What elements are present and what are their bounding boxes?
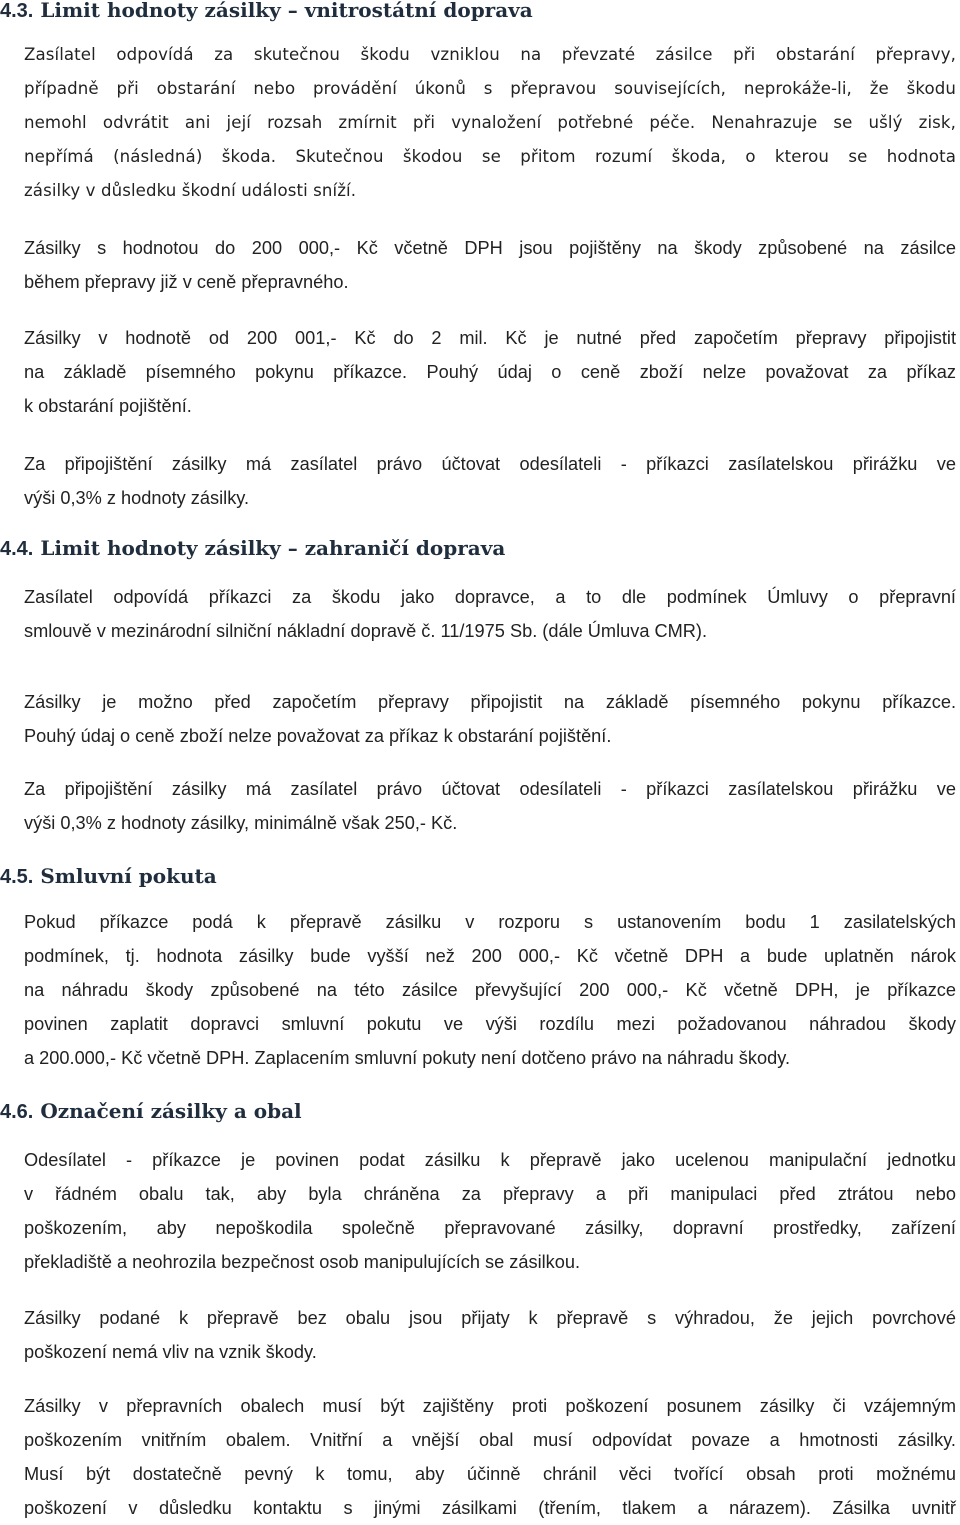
text-line: podmínek, tj. hodnota zásilky bude vyšší než 200 000,- Kč včetně DPH a bude uplatněn nárok <box>24 946 956 966</box>
text-line: poškození v důsledku kontaktu s jinými zásilkami (třením, tlakem a nárazem). Zásilka uvnitř <box>24 1498 956 1518</box>
text-line: poškozením, aby nepoškodila společně přepravované zásilky, dopravní prostředky, zařízení <box>24 1218 956 1238</box>
paragraph <box>24 772 956 840</box>
text-line: Zásilky v hodnotě od 200 001,- Kč do 2 mil. Kč je nutné před započetím přepravy připojistit <box>24 328 956 348</box>
section-title: Limit hodnoty zásilky – zahraničí doprava <box>40 536 506 560</box>
text-line: Pouhý údaj o ceně zboží nelze považovat za příkaz k obstarání pojištění. <box>24 726 612 746</box>
paragraph <box>24 1301 956 1369</box>
section-title: Označení zásilky a obal <box>40 1099 302 1123</box>
section-title: Limit hodnoty zásilky – vnitrostátní doprava <box>40 0 533 22</box>
text-line: překladiště a neohrozila bezpečnost osob manipulujících se zásilkou. <box>24 1252 581 1272</box>
text-line: smlouvě v mezinárodní silniční nákladní dopravě č. 11/1975 Sb. (dále Úmluva CMR). <box>24 621 708 641</box>
text-line: Zasílatel odpovídá příkazci za škodu jako dopravce, a to dle podmínek Úmluvy o přepravní <box>24 587 956 607</box>
text-line: Odesílatel - příkazce je povinen podat zásilku k přepravě jako ucelenou manipulační jednotku <box>24 1150 956 1170</box>
text-line: zásilky v důsledku škodní události sníží. <box>24 181 357 200</box>
paragraph <box>24 905 956 1075</box>
text-line: poškozením vnitřním obalem. Vnitřní a vnější obal musí odpovídat povaze a hmotnosti zásilky. <box>24 1430 956 1450</box>
text-line: v řádném obalu tak, aby byla chráněna za přepravy a při manipulaci před ztrátou nebo <box>24 1184 956 1204</box>
text-line: k obstarání pojištění. <box>24 396 192 416</box>
section-number: 4.5. <box>0 866 34 888</box>
text-line: nemohl odvrátit ani její rozsah zmírnit při vynaložení potřebné péče. Nenahrazuje se ušlý zisk, <box>24 113 956 132</box>
text-line: na náhradu škody způsobené na této zásilce převyšující 200 000,- Kč včetně DPH, je příkazce <box>24 980 956 1000</box>
text-line: výši 0,3% z hodnoty zásilky. <box>24 488 250 508</box>
text-line: Musí být dostatečně pevný k tomu, aby účinně chránil věci tvořící obsah proti možnému <box>24 1464 956 1484</box>
text-line: výši 0,3% z hodnoty zásilky, minimálně však 250,- Kč. <box>24 813 458 833</box>
text-line: během přepravy již v ceně přepravného. <box>24 272 349 292</box>
text-line: Zasílatel odpovídá za skutečnou škodu vzniklou na převzaté zásilce při obstarání přepravy, <box>24 45 956 64</box>
text-line: Za připojištění zásilky má zasílatel právo účtovat odesílateli - příkazci zasílatelskou přirážku ve <box>24 779 956 799</box>
paragraph <box>24 38 956 208</box>
text-line: Za připojištění zásilky má zasílatel právo účtovat odesílateli - příkazci zasílatelskou přirážku ve <box>24 454 956 474</box>
text-line: nepřímá (následná) škoda. Skutečnou škodou se přitom rozumí škoda, o kterou se hodnota <box>24 147 956 166</box>
section-heading-4-5 <box>0 864 217 889</box>
text-line: na základě písemného pokynu příkazce. Pouhý údaj o ceně zboží nelze považovat za příkaz <box>24 362 956 382</box>
text-line: Pokud příkazce podá k přepravě zásilku v rozporu s ustanovením bodu 1 zasilatelských <box>24 912 956 932</box>
paragraph <box>24 580 956 648</box>
section-heading-4-4 <box>0 536 505 561</box>
paragraph <box>24 231 956 299</box>
paragraph <box>24 321 956 423</box>
text-line: Zásilky v přepravních obalech musí být zajištěny proti poškození posunem zásilky či vzájemným <box>24 1396 956 1416</box>
section-title: Smluvní pokuta <box>40 864 217 888</box>
section-number: 4.6. <box>0 1101 34 1123</box>
section-heading-4-3 <box>0 0 533 23</box>
text-line: případně při obstarání nebo provádění úkonů s přepravou souvisejících, neprokáže-li, že škodu <box>24 79 956 98</box>
paragraph <box>24 685 956 753</box>
text-line: a 200.000,- Kč včetně DPH. Zaplacením smluvní pokuty není dotčeno právo na náhradu škody. <box>24 1048 790 1068</box>
section-number: 4.4. <box>0 538 34 560</box>
text-line: Zásilky je možno před započetím přepravy připojistit na základě písemného pokynu příkazce. <box>24 692 956 712</box>
text-line: poškození nemá vliv na vznik škody. <box>24 1342 317 1362</box>
section-heading-4-6 <box>0 1099 302 1124</box>
text-line: Zásilky podané k přepravě bez obalu jsou přijaty k přepravě s výhradou, že jejich povrchové <box>24 1308 956 1328</box>
section-number: 4.3. <box>0 0 34 22</box>
text-line: Zásilky s hodnotou do 200 000,- Kč včetně DPH jsou pojištěny na škody způsobené na zásilce <box>24 238 956 258</box>
paragraph <box>24 447 956 515</box>
paragraph <box>24 1143 956 1279</box>
paragraph <box>24 1389 956 1525</box>
text-line: povinen zaplatit dopravci smluvní pokutu ve výši rozdílu mezi požadovanou náhradou škody <box>24 1014 956 1034</box>
